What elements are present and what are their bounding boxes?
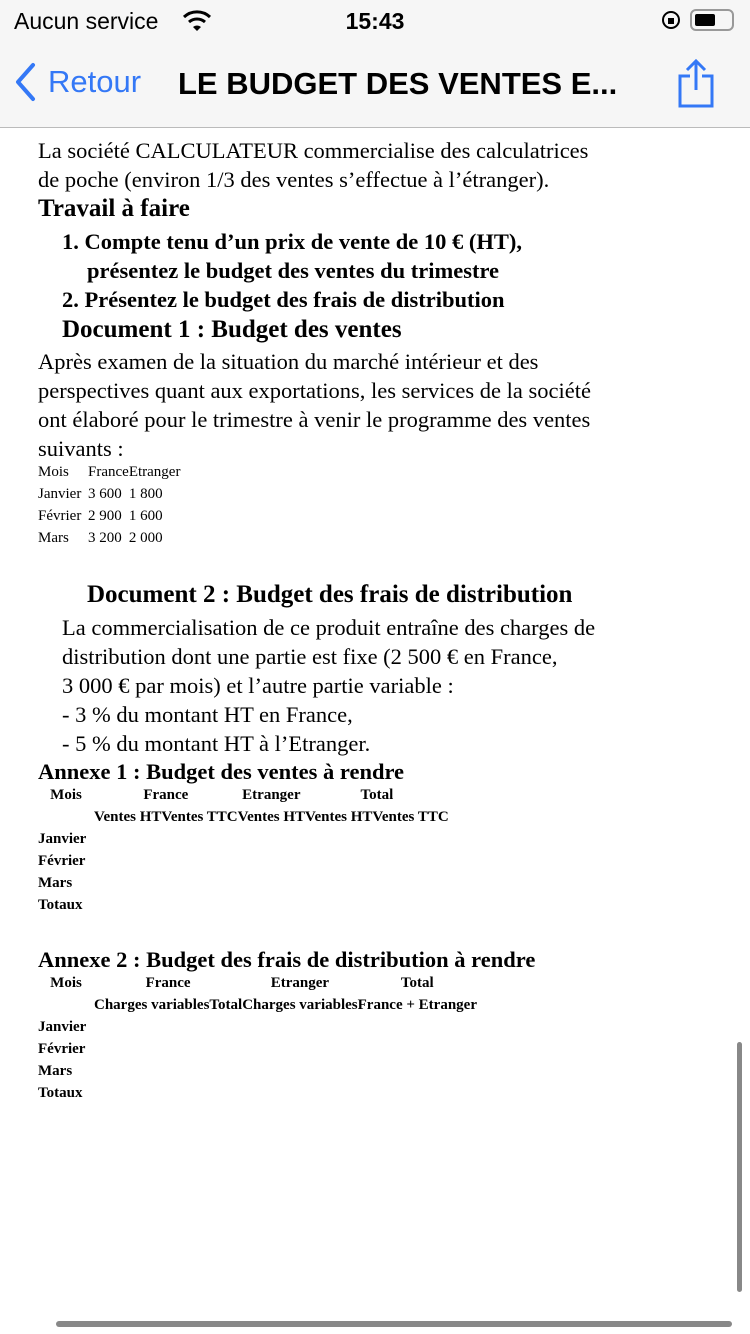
table-row: [38, 1016, 477, 1038]
table-row: [38, 894, 449, 916]
navigation-bar: [0, 42, 750, 128]
doc2-text-3: 3 000 € par mois) et l’autre partie variable :: [62, 673, 454, 698]
table-row: [38, 872, 449, 894]
table-cell: Janvier: [38, 830, 87, 847]
table-row: [38, 505, 180, 527]
table-cell: Etranger: [270, 974, 330, 991]
carrier: Aucun service: [14, 8, 159, 34]
table-cell: 3 600: [88, 485, 122, 502]
doc2-title: Document 2 : Budget des frais de distribution: [87, 581, 573, 608]
table-cell: [94, 850, 449, 872]
chevron-left-icon: [14, 62, 36, 102]
annexe1-table: [38, 784, 449, 916]
horizontal-scrollbar[interactable]: [56, 1321, 732, 1327]
table-cell: [94, 1038, 477, 1060]
table-cell: France + Etranger: [357, 996, 477, 1013]
annexe2-title: Annexe 2 : Budget des frais de distribution à rendre: [38, 947, 536, 972]
table-cell: Mars: [38, 1062, 73, 1079]
table-cell: [94, 1016, 477, 1038]
table-cell: 2 000: [128, 529, 163, 546]
table-cell: 1 800: [128, 485, 163, 502]
table-cell: Février: [38, 1040, 86, 1057]
table-cell: Ventes TTC: [161, 808, 238, 825]
task-1-cont: présentez le budget des ventes du trimestre: [87, 258, 500, 283]
table-cell: [94, 872, 449, 894]
status-bar: [0, 0, 750, 42]
table-row: [38, 784, 449, 806]
table-cell: Total: [360, 786, 394, 803]
table-cell: Totaux: [38, 896, 83, 913]
table-row: [38, 1060, 477, 1082]
annexe1-title: Annexe 1 : Budget des ventes à rendre: [38, 759, 405, 784]
share-icon[interactable]: [676, 58, 716, 108]
doc2-text-1: La commercialisation de ce produit entraîne des charges de: [62, 615, 596, 640]
table-cell: Mois: [50, 974, 82, 991]
doc1-table: [38, 461, 180, 549]
table-cell: Ventes TTC: [372, 808, 449, 825]
doc1-text-3: ont élaboré pour le trimestre à venir le programme des ventes: [38, 407, 591, 432]
table-cell: Total: [209, 996, 243, 1013]
document-view[interactable]: [0, 129, 750, 1334]
table-cell: Charges variables: [94, 996, 210, 1013]
table-cell: Totaux: [38, 1084, 83, 1101]
back-label: Retour: [48, 64, 142, 99]
table-cell: Janvier: [38, 485, 82, 502]
table-row: [38, 806, 449, 828]
travail-title: Travail à faire: [38, 195, 190, 222]
table-row: [38, 828, 449, 850]
table-cell: France: [145, 974, 191, 991]
annexe2-table: [38, 972, 477, 1104]
table-cell: 1 600: [128, 507, 163, 524]
table-cell: Ventes HT: [305, 808, 373, 825]
table-row: [38, 1082, 477, 1104]
task-1: 1. Compte tenu d’un prix de vente de 10 € (HT),: [62, 229, 522, 254]
table-cell: [94, 894, 449, 916]
table-cell: 3 200: [88, 529, 122, 546]
table-row: [38, 461, 180, 483]
table-cell: [94, 1060, 477, 1082]
table-cell: Ventes HT: [94, 808, 162, 825]
doc2-text-2: distribution dont une partie est fixe (2 500 € en France,: [62, 644, 558, 669]
table-cell: Ventes HT: [237, 808, 306, 825]
table-cell: [94, 828, 449, 850]
intro-2: de poche (environ 1/3 des ventes s’effectue à l’étranger).: [38, 167, 550, 192]
table-cell: Etranger: [242, 786, 301, 803]
header-france: France: [88, 463, 129, 480]
table-cell: Janvier: [38, 1018, 87, 1035]
task-2: 2. Présentez le budget des frais de distribution: [62, 287, 505, 312]
orientation-lock-icon: [660, 9, 682, 31]
doc2-text-4: - 3 % du montant HT en France,: [62, 702, 353, 727]
table-cell: Charges variables: [242, 996, 358, 1013]
table-cell: Février: [38, 507, 82, 524]
table-cell: Février: [38, 852, 86, 869]
doc1-text-2: perspectives quant aux exportations, les services de la société: [38, 378, 591, 403]
vertical-scrollbar[interactable]: [737, 1042, 742, 1292]
table-row: [38, 483, 180, 505]
clock: 15:43: [345, 8, 405, 34]
table-row: [38, 1038, 477, 1060]
doc1-title: Document 1 : Budget des ventes: [62, 316, 402, 343]
battery-icon: [690, 9, 734, 31]
table-row: [38, 527, 180, 549]
table-cell: [94, 1082, 477, 1104]
header-mois: Mois: [38, 463, 69, 480]
intro-1: La société CALCULATEUR commercialise des calculatrices: [38, 138, 589, 163]
doc1-text-1: Après examen de la situation du marché intérieur et des: [38, 349, 539, 374]
table-cell: Mars: [38, 529, 69, 546]
doc2-text-5: - 5 % du montant HT à l’Etranger.: [62, 731, 371, 756]
doc1-text-4: suivants :: [38, 436, 124, 461]
table-row: [38, 850, 449, 872]
page-title: LE BUDGET DES VENTES E...: [178, 66, 618, 101]
table-cell: Mois: [50, 786, 82, 803]
table-cell: [38, 806, 94, 828]
back-button[interactable]: [14, 62, 141, 102]
header-etranger: Etranger: [128, 463, 181, 480]
table-row: [38, 972, 477, 994]
table-cell: 2 900: [88, 507, 122, 524]
table-cell: Total: [400, 974, 434, 991]
table-cell: Mars: [38, 874, 73, 891]
table-cell: France: [143, 786, 189, 803]
table-cell: [38, 994, 94, 1016]
table-row: [38, 994, 477, 1016]
